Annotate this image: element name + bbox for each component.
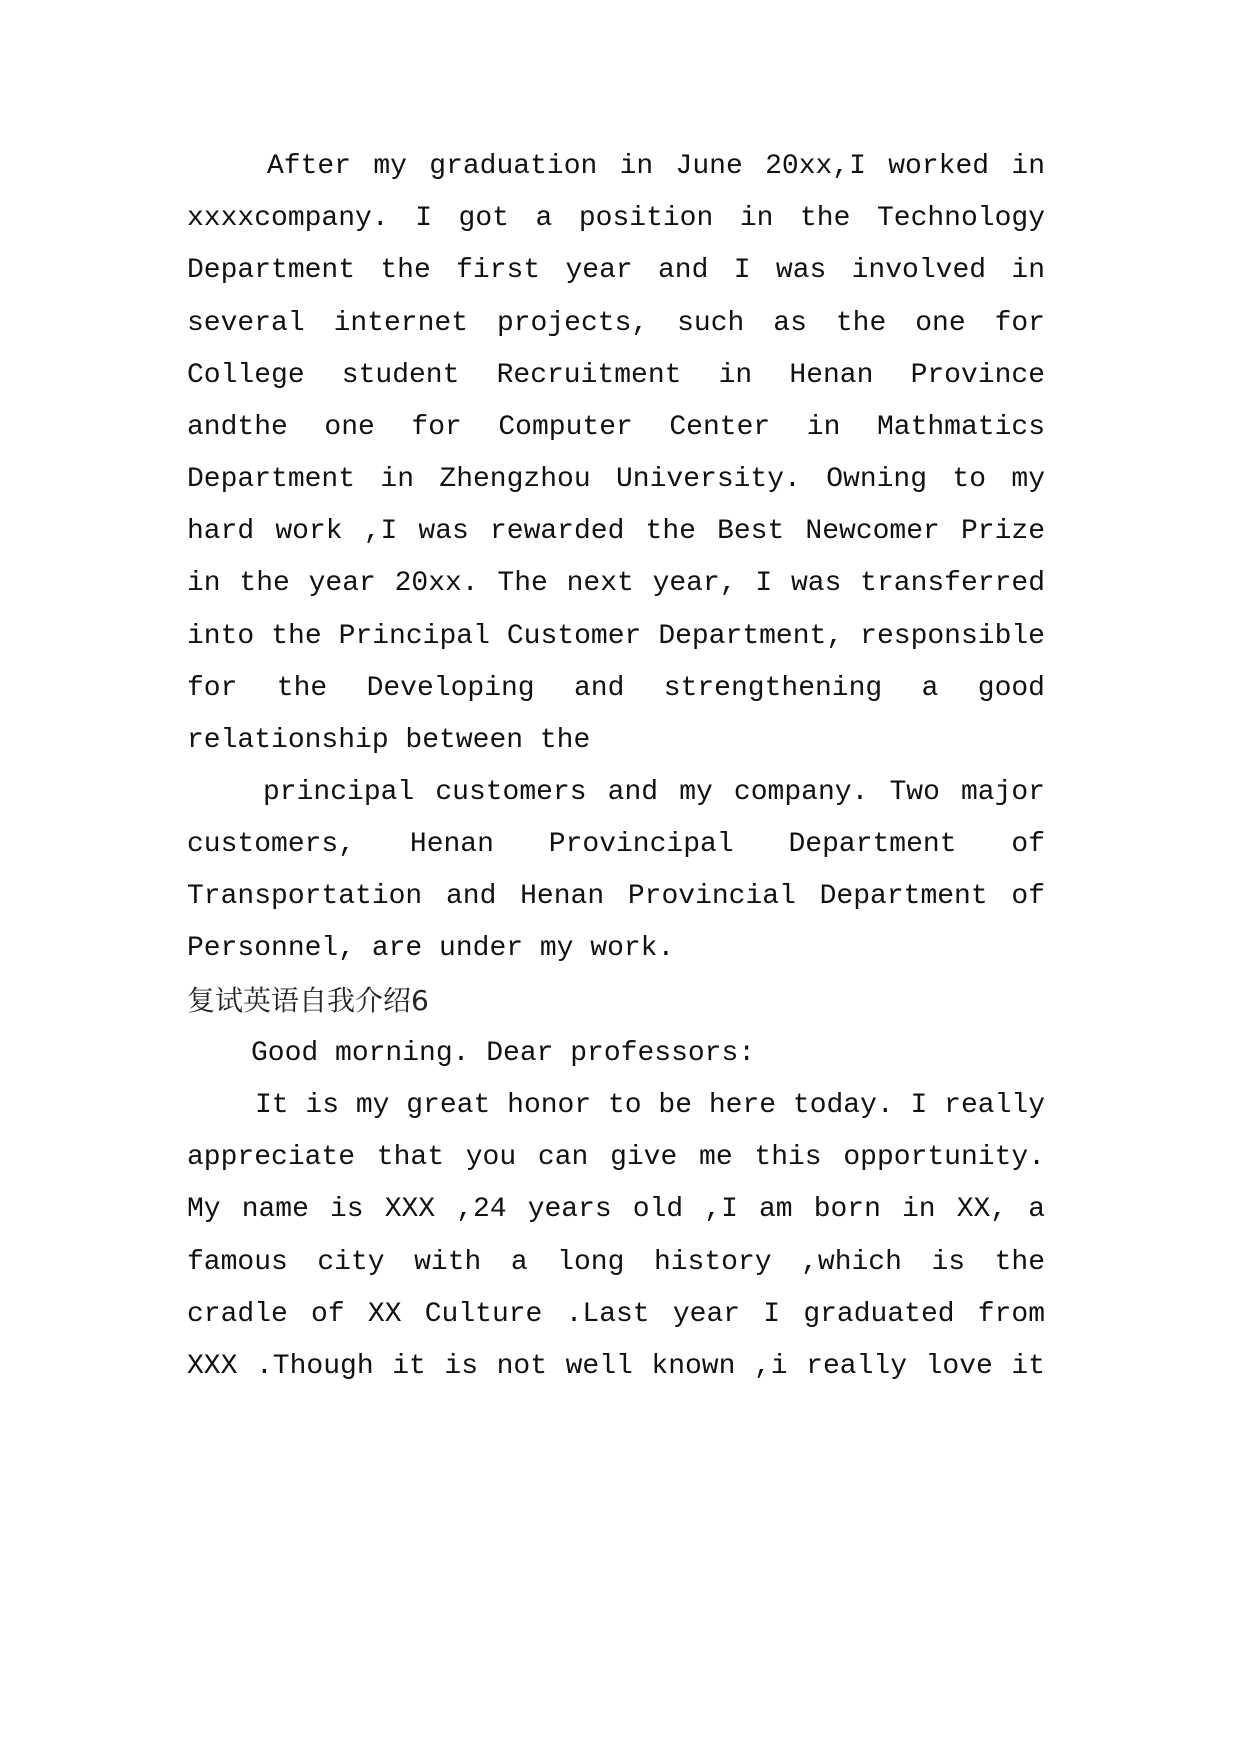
paragraph-line: Department in Zhengzhou University. Owning to my bbox=[187, 464, 1045, 495]
paragraph-line: cradle of XX Culture .Last year I graduated from bbox=[187, 1299, 1045, 1330]
paragraph-line: Transportation and Henan Provincial Department of bbox=[187, 881, 1045, 912]
section-heading: 复试英语自我介绍6 bbox=[187, 984, 429, 1017]
paragraph-line: After my graduation in June 20xx,I worked in bbox=[267, 151, 1045, 182]
paragraph-line: It is my great honor to be here today. I really bbox=[255, 1090, 1045, 1121]
paragraph-line: relationship between the bbox=[187, 725, 591, 756]
paragraph-line: Department the first year and I was involved in bbox=[187, 255, 1045, 286]
paragraph-line: appreciate that you can give me this opportunity. bbox=[187, 1142, 1045, 1173]
paragraph-line: andthe one for Computer Center in Mathmatics bbox=[187, 412, 1045, 443]
paragraph-line: hard work ,I was rewarded the Best Newcomer Prize bbox=[187, 516, 1045, 547]
paragraph-line: customers, Henan Provincipal Department of bbox=[187, 829, 1045, 860]
paragraph-line: principal customers and my company. Two major bbox=[263, 777, 1045, 808]
paragraph-line: Personnel, are under my work. bbox=[187, 933, 675, 964]
paragraph-line: for the Developing and strengthening a good bbox=[187, 673, 1045, 704]
paragraph-line: XXX .Though it is not well known ,i really love it bbox=[187, 1351, 1045, 1382]
greeting-line: Good morning. Dear professors: bbox=[251, 1038, 756, 1069]
paragraph-line: College student Recruitment in Henan Province bbox=[187, 360, 1045, 391]
paragraph-line: several internet projects, such as the one for bbox=[187, 308, 1045, 339]
paragraph-line: in the year 20xx. The next year, I was transferred bbox=[187, 568, 1045, 599]
paragraph-line: xxxxcompany. I got a position in the Technology bbox=[187, 203, 1045, 234]
paragraph-line: My name is XXX ,24 years old ,I am born in XX, a bbox=[187, 1194, 1045, 1225]
paragraph-line: famous city with a long history ,which is the bbox=[187, 1247, 1045, 1278]
paragraph-line: into the Principal Customer Department, responsible bbox=[187, 621, 1045, 652]
